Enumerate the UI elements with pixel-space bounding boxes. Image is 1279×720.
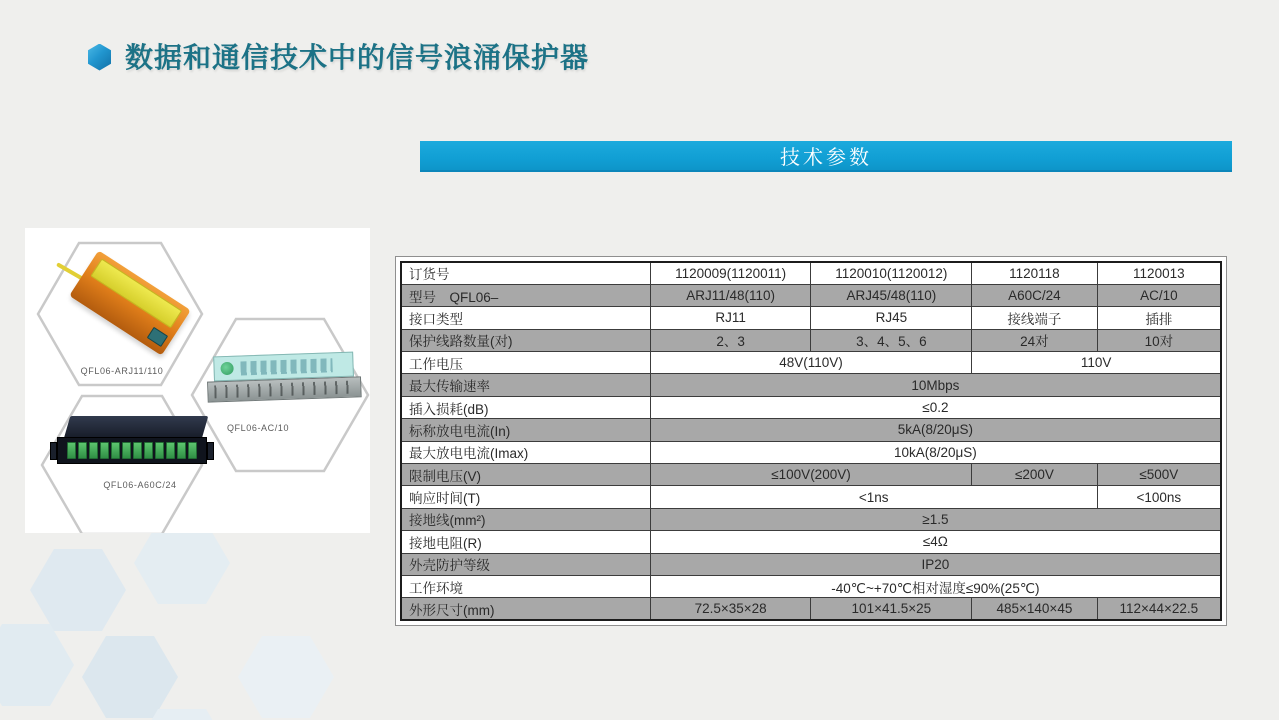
section-banner (420, 141, 1232, 172)
title-row (88, 36, 589, 76)
table-cell: ≤4Ω (650, 531, 1221, 553)
table-cell: 48V(110V) (650, 352, 971, 374)
row-label: 最大放电电流(Imax) (401, 441, 650, 463)
table-cell: ≤0.2 (650, 396, 1221, 418)
device-body (69, 250, 191, 355)
table-cell: 1120118 (972, 262, 1097, 284)
table-cell: 1120010(1120012) (811, 262, 972, 284)
spec-table-frame (395, 256, 1227, 626)
table-cell: 10kA(8/20μS) (650, 441, 1221, 463)
table-cell: A60C/24 (972, 284, 1097, 306)
table-cell: 72.5×35×28 (650, 598, 811, 620)
device-label-sticker (90, 258, 183, 329)
table-cell: 5kA(8/20μS) (650, 419, 1221, 441)
table-row (401, 575, 1221, 597)
row-label: 工作电压 (401, 352, 650, 374)
row-label: 标称放电电流(In) (401, 419, 650, 441)
table-cell: ≤100V(200V) (650, 464, 971, 486)
row-label: 接口类型 (401, 307, 650, 329)
table-cell: -40℃~+70℃相对湿度≤90%(25℃) (650, 575, 1221, 597)
table-row (401, 508, 1221, 530)
table-cell: 插排 (1097, 307, 1221, 329)
slide-title: 数据和通信技术中的信号浪涌保护器 (125, 42, 590, 73)
table-cell: <1ns (650, 486, 1097, 508)
table-cell: 112×44×22.5 (1097, 598, 1221, 620)
table-cell: <100ns (1097, 486, 1221, 508)
row-label: 外形尺寸(mm) (401, 598, 650, 620)
table-row (401, 352, 1221, 374)
table-cell: ≤200V (972, 464, 1097, 486)
row-label: 限制电压(V) (401, 464, 650, 486)
product-photo-qfl06-ac-10 (206, 351, 362, 406)
product-caption: QFL06-A60C/24 (103, 480, 177, 490)
table-cell: 101×41.5×25 (811, 598, 972, 620)
table-cell: 2、3 (650, 329, 811, 351)
table-row (401, 374, 1221, 396)
table-cell: AC/10 (1097, 284, 1221, 306)
product-photo-qfl06-a60c-24 (51, 416, 213, 476)
row-label: 响应时间(T) (401, 486, 650, 508)
table-row (401, 441, 1221, 463)
table-cell: 1120013 (1097, 262, 1221, 284)
table-cell: 3、4、5、6 (811, 329, 972, 351)
background-hexagon-pattern (0, 525, 420, 720)
device-front-panel (57, 437, 207, 464)
table-cell: RJ11 (650, 307, 811, 329)
table-row (401, 531, 1221, 553)
logo-mark (220, 362, 233, 375)
row-label: 接地线(mm²) (401, 508, 650, 530)
row-label: 最大传输速率 (401, 374, 650, 396)
table-row (401, 486, 1221, 508)
table-row (401, 419, 1221, 441)
table-row (401, 284, 1221, 306)
table-cell: IP20 (650, 553, 1221, 575)
table-row (401, 464, 1221, 486)
spec-table-body (401, 262, 1221, 620)
table-row (401, 329, 1221, 351)
rack-ear (50, 442, 57, 460)
table-row (401, 396, 1221, 418)
hexagon-bullet-icon (88, 44, 111, 71)
table-cell: 接线端子 (972, 307, 1097, 329)
table-cell: ARJ11/48(110) (650, 284, 811, 306)
table-cell: 24对 (972, 329, 1097, 351)
table-row (401, 262, 1221, 284)
device-port (147, 327, 168, 347)
table-row (401, 553, 1221, 575)
table-row (401, 307, 1221, 329)
table-cell: 485×140×45 (972, 598, 1097, 620)
section-banner-label: 技术参数 (780, 147, 872, 169)
row-label: 接地电阻(R) (401, 531, 650, 553)
row-label: 外壳防护等级 (401, 553, 650, 575)
product-caption: QFL06-ARJ11/110 (80, 366, 164, 376)
table-cell: 1120009(1120011) (650, 262, 811, 284)
product-caption: QFL06-AC/10 (226, 423, 290, 433)
spec-table (400, 261, 1222, 621)
table-row (401, 598, 1221, 620)
row-label: 工作环境 (401, 575, 650, 597)
row-label: 订货号 (401, 262, 650, 284)
row-label: 插入损耗(dB) (401, 396, 650, 418)
product-photo-qfl06-arj11-110 (63, 246, 198, 366)
table-cell: RJ45 (811, 307, 972, 329)
product-image-panel (25, 228, 370, 533)
table-cell: 10对 (1097, 329, 1221, 351)
table-cell: ≤500V (1097, 464, 1221, 486)
table-cell: ≥1.5 (650, 508, 1221, 530)
rack-ear (207, 442, 214, 460)
device-top-panel (64, 416, 209, 439)
device-base (207, 376, 362, 402)
row-label: 型号 QFL06– (401, 284, 650, 306)
table-cell: 10Mbps (650, 374, 1221, 396)
table-cell: ARJ45/48(110) (811, 284, 972, 306)
table-cell: 110V (972, 352, 1221, 374)
row-label: 保护线路数量(对) (401, 329, 650, 351)
